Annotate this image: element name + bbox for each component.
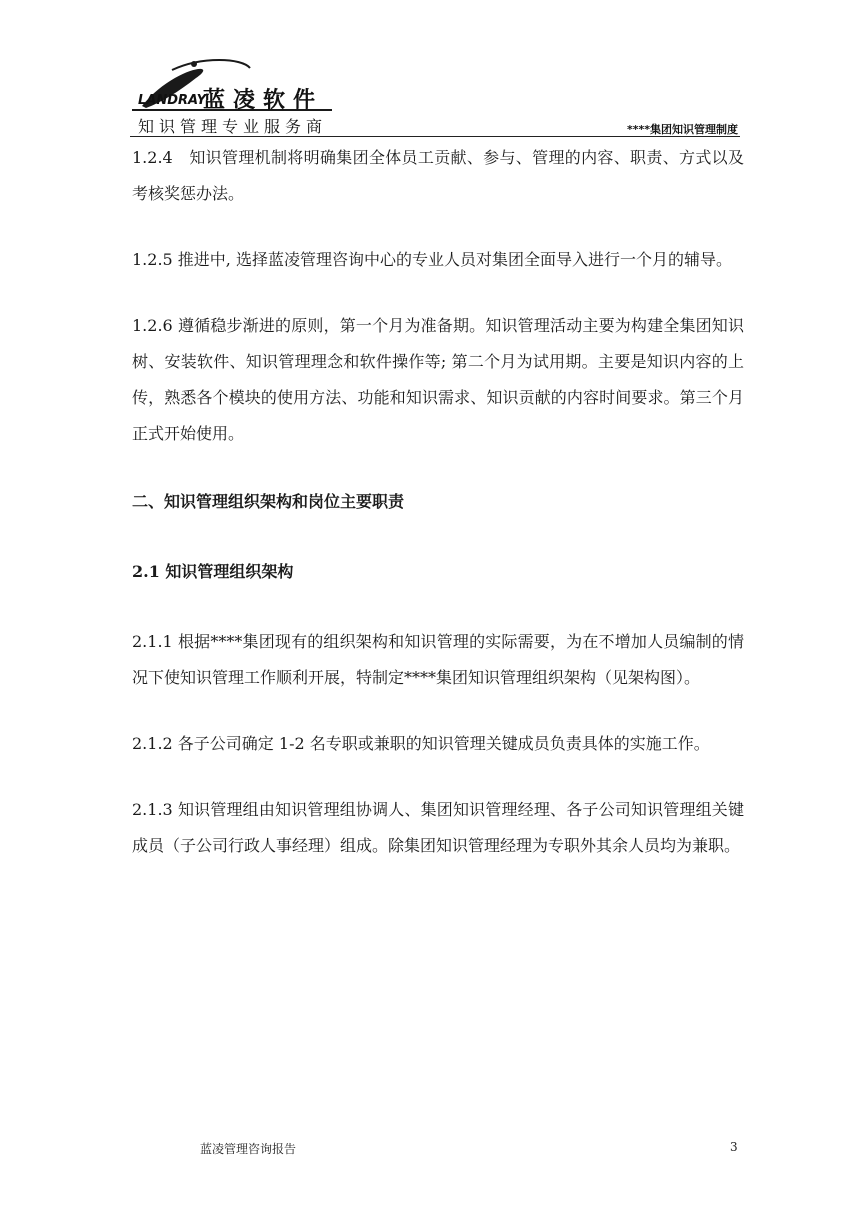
header-divider bbox=[130, 136, 740, 137]
paragraph-2-1-3: 2.1.3 知识管理组由知识管理组协调人、集团知识管理经理、各子公司知识管理组关键成员（子公司行政人事经理）组成。除集团知识管理经理为专职外其余人员均为兼职。 bbox=[132, 800, 744, 855]
subsection-heading: 2.1 知识管理组织架构 bbox=[132, 562, 294, 581]
logo-brand-text: 蓝凌软件 bbox=[203, 88, 324, 113]
logo-latin-text: LANDRAY bbox=[138, 93, 207, 108]
paragraph-2-1-2: 2.1.2 各子公司确定 1-2 名专职或兼职的知识管理关键成员负责具体的实施工作。 bbox=[132, 734, 710, 753]
logo-tagline: 知识管理专业服务商 bbox=[138, 117, 328, 136]
document-body bbox=[132, 140, 744, 864]
paragraph-1-2-6: 1.2.6 遵循稳步渐进的原则，第一个月为准备期。知识管理活动主要为构建全集团知识树、安装软件、知识管理理念和软件操作等; 第二个月为试用期。主要是知识内容的上传，熟悉各个模块的使用方法、功能和知识需求、知识贡献的内容时间要求。第三个月正式开始使用。 bbox=[132, 316, 744, 443]
header-document-title: ****集团知识管理制度 bbox=[626, 123, 738, 136]
footer-report-title: 蓝凌管理咨询报告 bbox=[200, 1142, 297, 1156]
footer-page-number: 3 bbox=[730, 1140, 738, 1154]
paragraph-1-2-4: 1.2.4 知识管理机制将明确集团全体员工贡献、参与、管理的内容、职责、方式以及考核奖惩办法。 bbox=[132, 148, 744, 203]
section-heading: 二、知识管理组织架构和岗位主要职责 bbox=[132, 492, 405, 511]
paragraph-2-1-1: 2.1.1 根据****集团现有的组织架构和知识管理的实际需要，为在不增加人员编制的情况下使知识管理工作顺利开展，特制定****集团知识管理组织架构（见架构图）。 bbox=[132, 632, 744, 687]
paragraph-1-2-5: 1.2.5 推进中, 选择蓝凌管理咨询中心的专业人员对集团全面导入进行一个月的辅导。 bbox=[132, 250, 732, 269]
